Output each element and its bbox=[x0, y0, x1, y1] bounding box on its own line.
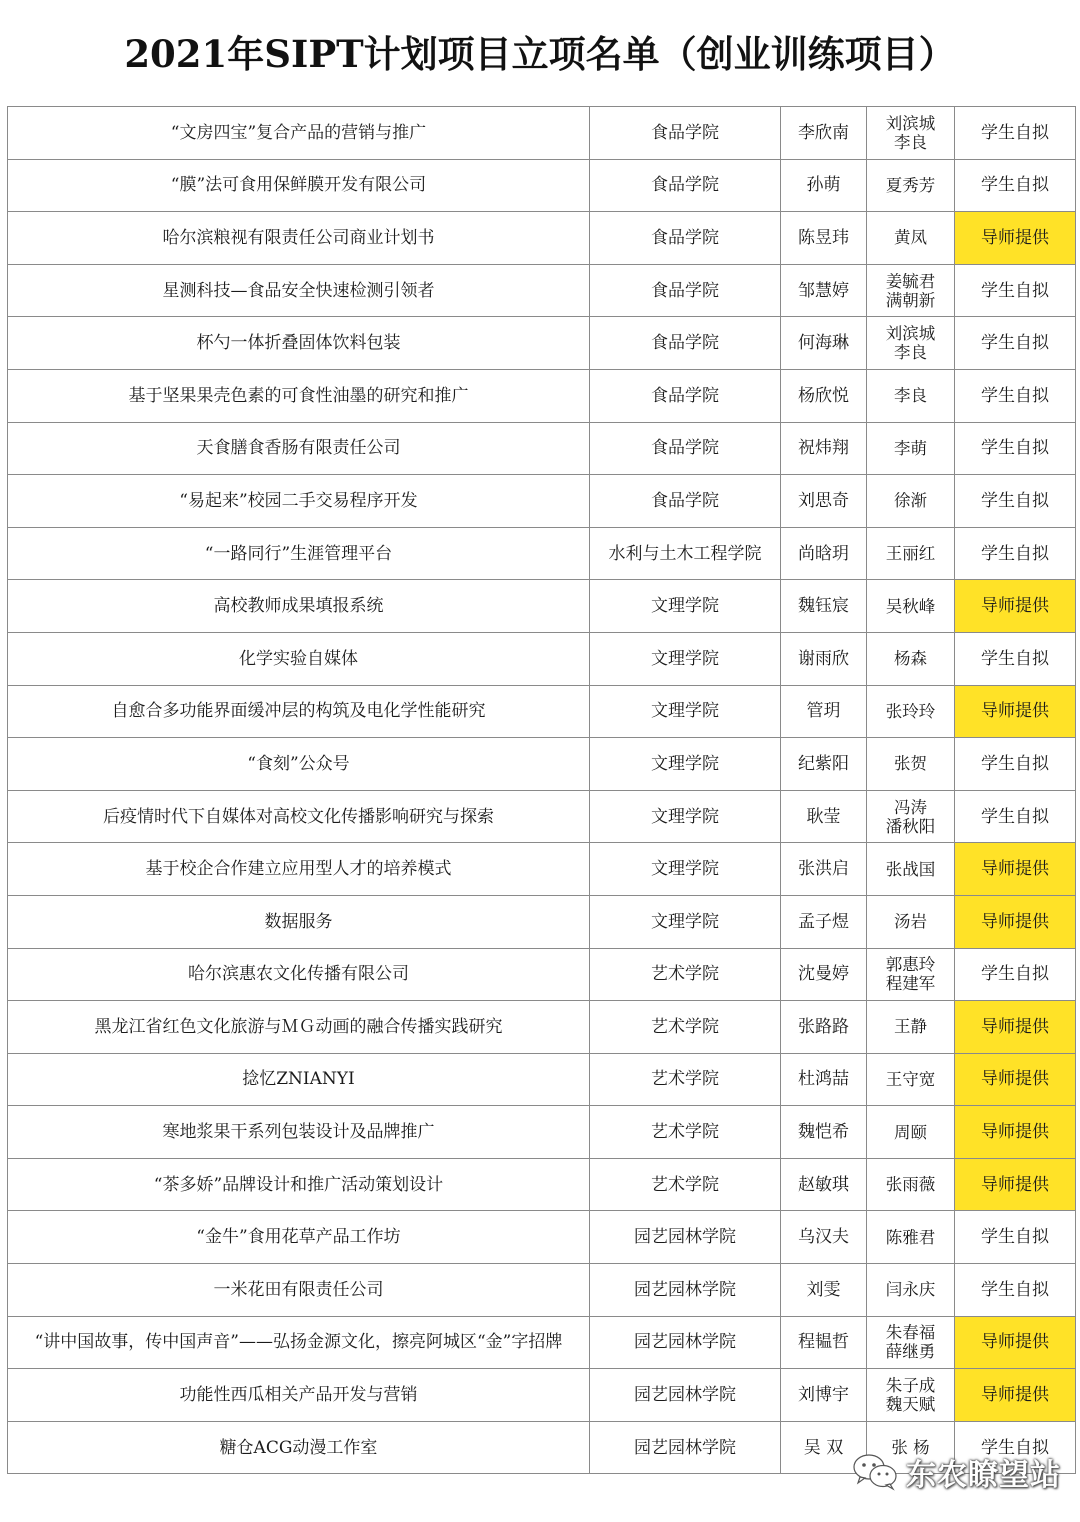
supervisor-name: 徐渐 bbox=[894, 491, 927, 511]
supervisor-name: 王静 bbox=[894, 1017, 927, 1037]
college-cell: 艺术学院 bbox=[590, 1106, 781, 1159]
supervisor-cell bbox=[867, 1211, 955, 1264]
college-cell: 食品学院 bbox=[590, 422, 781, 475]
college-cell: 食品学院 bbox=[590, 475, 781, 528]
source-cell: 学生自拟 bbox=[955, 790, 1076, 843]
supervisor-cell bbox=[867, 107, 955, 160]
college-cell: 食品学院 bbox=[590, 107, 781, 160]
college-cell: 文理学院 bbox=[590, 632, 781, 685]
supervisor-cell bbox=[867, 1001, 955, 1054]
college-cell: 食品学院 bbox=[590, 212, 781, 265]
college-cell: 园艺园林学院 bbox=[590, 1264, 781, 1317]
source-cell: 导师提供 bbox=[955, 580, 1076, 633]
college-cell: 文理学院 bbox=[590, 685, 781, 738]
college-cell: 食品学院 bbox=[590, 369, 781, 422]
supervisor-name: 闫永庆 bbox=[885, 1280, 936, 1300]
supervisor-name: 朱春福 bbox=[885, 1323, 936, 1343]
supervisor-cell bbox=[867, 580, 955, 633]
college-cell: 文理学院 bbox=[590, 580, 781, 633]
project-name-cell: 捻忆ZNIANYI bbox=[8, 1053, 590, 1106]
project-name-cell: “易起来”校园二手交易程序开发 bbox=[8, 475, 590, 528]
college-cell: 艺术学院 bbox=[590, 1158, 781, 1211]
leader-cell: 刘雯 bbox=[781, 1264, 867, 1317]
table-row bbox=[8, 790, 1076, 843]
leader-cell: 陈昱玮 bbox=[781, 212, 867, 265]
leader-cell: 祝炜翔 bbox=[781, 422, 867, 475]
page-title: 2021年SIPT计划项目立项名单（创业训练项目） bbox=[124, 32, 956, 76]
supervisor-name: 潘秋阳 bbox=[885, 816, 936, 836]
supervisor-name: 张玲玲 bbox=[885, 701, 936, 721]
source-cell: 学生自拟 bbox=[955, 422, 1076, 475]
table-row bbox=[8, 369, 1076, 422]
leader-cell: 吴 双 bbox=[781, 1421, 867, 1474]
supervisor-name: 李良 bbox=[894, 386, 927, 406]
leader-cell: 刘思奇 bbox=[781, 475, 867, 528]
leader-cell: 李欣南 bbox=[781, 107, 867, 160]
supervisor-name: 刘滨城 bbox=[885, 113, 936, 133]
leader-cell: 何海琳 bbox=[781, 317, 867, 370]
source-cell: 导师提供 bbox=[955, 1158, 1076, 1211]
leader-cell: 耿莹 bbox=[781, 790, 867, 843]
source-cell: 学生自拟 bbox=[955, 264, 1076, 317]
supervisor-name: 姜毓君 bbox=[885, 271, 936, 291]
leader-cell: 沈曼婷 bbox=[781, 948, 867, 1001]
college-cell: 艺术学院 bbox=[590, 948, 781, 1001]
table-row bbox=[8, 527, 1076, 580]
supervisor-cell bbox=[867, 159, 955, 212]
table-row bbox=[8, 317, 1076, 370]
table-row bbox=[8, 475, 1076, 528]
supervisor-cell bbox=[867, 527, 955, 580]
supervisor-cell bbox=[867, 843, 955, 896]
supervisor-name: 魏天赋 bbox=[885, 1395, 936, 1415]
supervisor-name: 吴秋峰 bbox=[885, 596, 936, 616]
supervisor-cell bbox=[867, 1106, 955, 1159]
leader-cell: 乌汉夫 bbox=[781, 1211, 867, 1264]
supervisor-name: 张雨薇 bbox=[885, 1175, 936, 1195]
source-cell: 学生自拟 bbox=[955, 369, 1076, 422]
leader-cell: 魏钰宸 bbox=[781, 580, 867, 633]
supervisor-cell bbox=[867, 369, 955, 422]
supervisor-cell bbox=[867, 317, 955, 370]
college-cell: 艺术学院 bbox=[590, 1053, 781, 1106]
college-cell: 园艺园林学院 bbox=[590, 1316, 781, 1369]
supervisor-cell bbox=[867, 790, 955, 843]
supervisor-cell bbox=[867, 685, 955, 738]
table-row bbox=[8, 1264, 1076, 1317]
supervisor-cell bbox=[867, 1158, 955, 1211]
project-name-cell: 功能性西瓜相关产品开发与营销 bbox=[8, 1369, 590, 1422]
leader-cell: 赵敏琪 bbox=[781, 1158, 867, 1211]
project-name-cell: 高校教师成果填报系统 bbox=[8, 580, 590, 633]
source-cell: 学生自拟 bbox=[955, 948, 1076, 1001]
table-row bbox=[8, 895, 1076, 948]
leader-cell: 尚晗玥 bbox=[781, 527, 867, 580]
supervisor-name: 满朝新 bbox=[885, 290, 936, 310]
project-name-cell: 基于校企合作建立应用型人才的培养模式 bbox=[8, 843, 590, 896]
leader-cell: 纪紫阳 bbox=[781, 738, 867, 791]
project-name-cell: “金牛”食用花草产品工作坊 bbox=[8, 1211, 590, 1264]
supervisor-cell bbox=[867, 895, 955, 948]
supervisor-name: 夏秀芳 bbox=[885, 175, 936, 195]
supervisor-name: 陈雅君 bbox=[885, 1227, 936, 1247]
college-cell: 园艺园林学院 bbox=[590, 1211, 781, 1264]
project-name-cell: “讲中国故事，传中国声音”——弘扬金源文化，擦亮阿城区“金”字招牌 bbox=[8, 1316, 590, 1369]
supervisor-name: 黄凤 bbox=[894, 228, 927, 248]
supervisor-name: 汤岩 bbox=[894, 912, 927, 932]
table-row bbox=[8, 1211, 1076, 1264]
college-cell: 食品学院 bbox=[590, 264, 781, 317]
supervisor-cell bbox=[867, 738, 955, 791]
supervisor-name: 张贺 bbox=[894, 754, 927, 774]
supervisor-name: 王守宽 bbox=[885, 1069, 936, 1089]
supervisor-name: 冯涛 bbox=[894, 797, 927, 817]
source-cell: 学生自拟 bbox=[955, 632, 1076, 685]
supervisor-cell bbox=[867, 475, 955, 528]
project-name-cell: 杯勺一体折叠固体饮料包装 bbox=[8, 317, 590, 370]
source-cell: 学生自拟 bbox=[955, 107, 1076, 160]
supervisor-cell bbox=[867, 1264, 955, 1317]
project-name-cell: 基于坚果果壳色素的可食性油墨的研究和推广 bbox=[8, 369, 590, 422]
supervisor-name: 王丽红 bbox=[885, 544, 936, 564]
table-row bbox=[8, 738, 1076, 791]
source-cell: 学生自拟 bbox=[955, 1211, 1076, 1264]
project-name-cell: “一路同行”生涯管理平台 bbox=[8, 527, 590, 580]
supervisor-name: 张战国 bbox=[885, 859, 936, 879]
supervisor-name: 张 杨 bbox=[891, 1438, 930, 1458]
table-body bbox=[8, 107, 1076, 1474]
college-cell: 文理学院 bbox=[590, 738, 781, 791]
table-row bbox=[8, 1316, 1076, 1369]
project-name-cell: 天食膳食香肠有限责任公司 bbox=[8, 422, 590, 475]
leader-cell: 杜鸿喆 bbox=[781, 1053, 867, 1106]
project-name-cell: 数据服务 bbox=[8, 895, 590, 948]
table-row bbox=[8, 1369, 1076, 1422]
supervisor-name: 杨森 bbox=[894, 649, 927, 669]
project-name-cell: 哈尔滨惠农文化传播有限公司 bbox=[8, 948, 590, 1001]
source-cell: 导师提供 bbox=[955, 1316, 1076, 1369]
supervisor-name: 刘滨城 bbox=[885, 324, 936, 344]
table-row bbox=[8, 1053, 1076, 1106]
table-row bbox=[8, 632, 1076, 685]
table-row bbox=[8, 843, 1076, 896]
supervisor-name: 周颐 bbox=[894, 1122, 927, 1142]
leader-cell: 张洪启 bbox=[781, 843, 867, 896]
college-cell: 艺术学院 bbox=[590, 1001, 781, 1054]
supervisor-cell bbox=[867, 1369, 955, 1422]
wechat-icon bbox=[852, 1452, 898, 1492]
project-name-cell: “文房四宝”复合产品的营销与推广 bbox=[8, 107, 590, 160]
leader-cell: 孟子煜 bbox=[781, 895, 867, 948]
supervisor-name: 郭惠玲 bbox=[885, 955, 936, 975]
college-cell: 食品学院 bbox=[590, 317, 781, 370]
table-row bbox=[8, 1001, 1076, 1054]
supervisor-cell bbox=[867, 948, 955, 1001]
source-cell: 导师提供 bbox=[955, 1106, 1076, 1159]
project-name-cell: 黑龙江省红色文化旅游与ＭＧ动画的融合传播实践研究 bbox=[8, 1001, 590, 1054]
supervisor-cell bbox=[867, 212, 955, 265]
table-row bbox=[8, 107, 1076, 160]
source-cell: 学生自拟 bbox=[955, 1421, 1076, 1474]
college-cell: 食品学院 bbox=[590, 159, 781, 212]
source-cell: 学生自拟 bbox=[955, 475, 1076, 528]
table-row bbox=[8, 685, 1076, 738]
college-cell: 文理学院 bbox=[590, 895, 781, 948]
project-name-cell: 寒地浆果干系列包装设计及品牌推广 bbox=[8, 1106, 590, 1159]
supervisor-cell bbox=[867, 1053, 955, 1106]
table-row bbox=[8, 580, 1076, 633]
project-name-cell: 后疫情时代下自媒体对高校文化传播影响研究与探索 bbox=[8, 790, 590, 843]
source-cell: 导师提供 bbox=[955, 843, 1076, 896]
supervisor-name: 程建军 bbox=[885, 974, 936, 994]
project-name-cell: “食刻”公众号 bbox=[8, 738, 590, 791]
supervisor-name: 李萌 bbox=[894, 438, 927, 458]
source-cell: 导师提供 bbox=[955, 895, 1076, 948]
source-cell: 导师提供 bbox=[955, 1001, 1076, 1054]
project-name-cell: 糖仓ACG动漫工作室 bbox=[8, 1421, 590, 1474]
college-cell: 文理学院 bbox=[590, 843, 781, 896]
project-name-cell: “膜”法可食用保鲜膜开发有限公司 bbox=[8, 159, 590, 212]
supervisor-cell bbox=[867, 422, 955, 475]
college-cell: 园艺园林学院 bbox=[590, 1421, 781, 1474]
project-table bbox=[7, 106, 1076, 1474]
watermark bbox=[852, 1447, 1061, 1497]
leader-cell: 孙萌 bbox=[781, 159, 867, 212]
table-row bbox=[8, 159, 1076, 212]
source-cell: 导师提供 bbox=[955, 212, 1076, 265]
table-row bbox=[8, 264, 1076, 317]
source-cell: 学生自拟 bbox=[955, 317, 1076, 370]
table-row bbox=[8, 422, 1076, 475]
leader-cell: 杨欣悦 bbox=[781, 369, 867, 422]
supervisor-name: 李良 bbox=[894, 132, 927, 152]
project-name-cell: 化学实验自媒体 bbox=[8, 632, 590, 685]
supervisor-name: 薛继勇 bbox=[885, 1342, 936, 1362]
project-name-cell: 哈尔滨粮视有限责任公司商业计划书 bbox=[8, 212, 590, 265]
leader-cell: 谢雨欣 bbox=[781, 632, 867, 685]
table-row bbox=[8, 212, 1076, 265]
leader-cell: 刘博宇 bbox=[781, 1369, 867, 1422]
table-row bbox=[8, 1106, 1076, 1159]
leader-cell: 管玥 bbox=[781, 685, 867, 738]
project-name-cell: 星测科技—食品安全快速检测引领者 bbox=[8, 264, 590, 317]
table-row bbox=[8, 948, 1076, 1001]
supervisor-name: 朱子成 bbox=[885, 1376, 936, 1396]
project-name-cell: “茶多娇”品牌设计和推广活动策划设计 bbox=[8, 1158, 590, 1211]
leader-cell: 程韫哲 bbox=[781, 1316, 867, 1369]
table-row bbox=[8, 1158, 1076, 1211]
source-cell: 导师提供 bbox=[955, 685, 1076, 738]
source-cell: 学生自拟 bbox=[955, 527, 1076, 580]
leader-cell: 张路路 bbox=[781, 1001, 867, 1054]
college-cell: 文理学院 bbox=[590, 790, 781, 843]
leader-cell: 邹慧婷 bbox=[781, 264, 867, 317]
source-cell: 学生自拟 bbox=[955, 1264, 1076, 1317]
source-cell: 学生自拟 bbox=[955, 159, 1076, 212]
college-cell: 园艺园林学院 bbox=[590, 1369, 781, 1422]
source-cell: 导师提供 bbox=[955, 1053, 1076, 1106]
supervisor-cell bbox=[867, 264, 955, 317]
project-name-cell: 自愈合多功能界面缓冲层的构筑及电化学性能研究 bbox=[8, 685, 590, 738]
supervisor-name: 李良 bbox=[894, 343, 927, 363]
source-cell: 学生自拟 bbox=[955, 738, 1076, 791]
supervisor-cell bbox=[867, 1316, 955, 1369]
source-cell: 导师提供 bbox=[955, 1369, 1076, 1422]
supervisor-cell bbox=[867, 632, 955, 685]
watermark-text: 东农瞭望站 bbox=[906, 1458, 1061, 1493]
college-cell: 水利与土木工程学院 bbox=[590, 527, 781, 580]
project-name-cell: 一米花田有限责任公司 bbox=[8, 1264, 590, 1317]
leader-cell: 魏恺希 bbox=[781, 1106, 867, 1159]
